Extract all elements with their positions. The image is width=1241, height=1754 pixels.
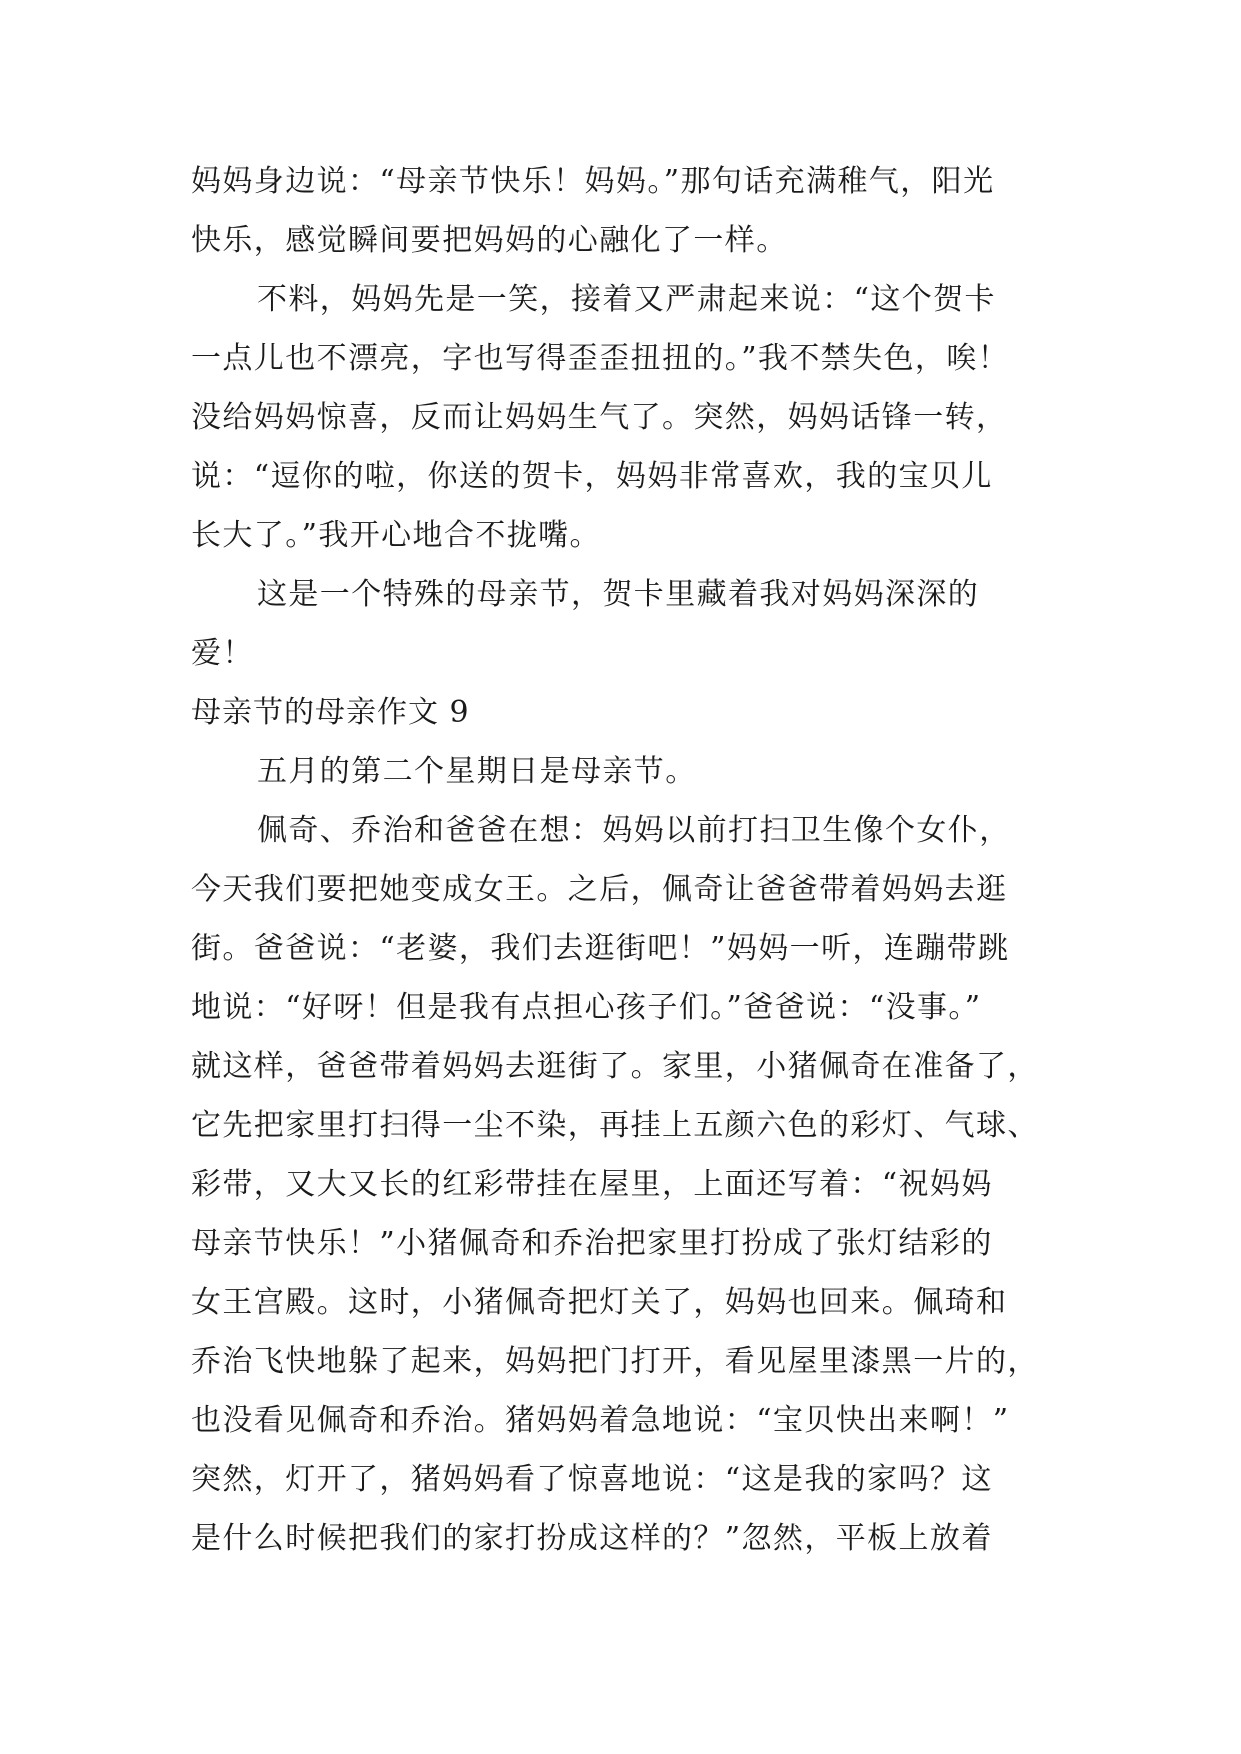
paragraph-start-line: 不料，妈妈先是一笑，接着又严肃起来说：“这个贺卡 xyxy=(257,282,996,317)
text-line: 也没看见佩奇和乔治。猪妈妈着急地说：“宝贝快出来啊！” xyxy=(191,1403,1010,1438)
text-line: 母亲节快乐！”小猪佩奇和乔治把家里打扮成了张灯结彩的 xyxy=(191,1226,993,1261)
text-line: 是什么时候把我们的家打扮成这样的？”忽然，平板上放着 xyxy=(191,1521,993,1556)
text-line: 一点儿也不漂亮，字也写得歪歪扭扭的。”我不禁失色，唉！ xyxy=(191,341,1010,376)
text-line: 就这样，爸爸带着妈妈去逛街了。家里，小猪佩奇在准备了， xyxy=(191,1049,1039,1084)
text-line: 突然，灯开了，猪妈妈看了惊喜地说：“这是我的家吗？这 xyxy=(191,1462,993,1497)
text-line: 妈妈身边说：“母亲节快乐！妈妈。”那句话充满稚气，阳光 xyxy=(191,164,995,199)
text-line: 地说：“好呀！但是我有点担心孩子们。”爸爸说：“没事。” xyxy=(191,990,982,1025)
text-line: 彩带，又大又长的红彩带挂在屋里，上面还写着：“祝妈妈 xyxy=(191,1167,993,1202)
text-line: 女王宫殿。这时，小猪佩奇把灯关了，妈妈也回来。佩琦和 xyxy=(191,1285,1008,1320)
text-line: 街。爸爸说：“老婆，我们去逛街吧！”妈妈一听，连蹦带跳 xyxy=(191,931,1010,966)
paragraph-start-line: 五月的第二个星期日是母亲节。 xyxy=(257,754,697,789)
text-line: 它先把家里打扫得一尘不染，再挂上五颜六色的彩灯、气球、 xyxy=(191,1108,1039,1143)
paragraph-start-line: 这是一个特殊的母亲节，贺卡里藏着我对妈妈深深的 xyxy=(257,577,980,612)
text-line: 快乐，感觉瞬间要把妈妈的心融化了一样。 xyxy=(191,223,788,258)
document-body xyxy=(191,152,1051,1568)
text-line: 今天我们要把她变成女王。之后，佩奇让爸爸带着妈妈去逛 xyxy=(191,872,1008,907)
text-line: 长大了。”我开心地合不拢嘴。 xyxy=(191,518,601,553)
paragraph-start-line: 佩奇、乔治和爸爸在想：妈妈以前打扫卫生像个女仆， xyxy=(257,813,1011,848)
text-line: 乔治飞快地躲了起来，妈妈把门打开，看见屋里漆黑一片的， xyxy=(191,1344,1039,1379)
text-line: 爱！ xyxy=(191,636,254,671)
text-line: 没给妈妈惊喜，反而让妈妈生气了。突然，妈妈话锋一转， xyxy=(191,400,1008,435)
text-line: 说：“逗你的啦，你送的贺卡，妈妈非常喜欢，我的宝贝儿 xyxy=(191,459,993,494)
section-heading: 母亲节的母亲作文 9 xyxy=(191,695,470,730)
